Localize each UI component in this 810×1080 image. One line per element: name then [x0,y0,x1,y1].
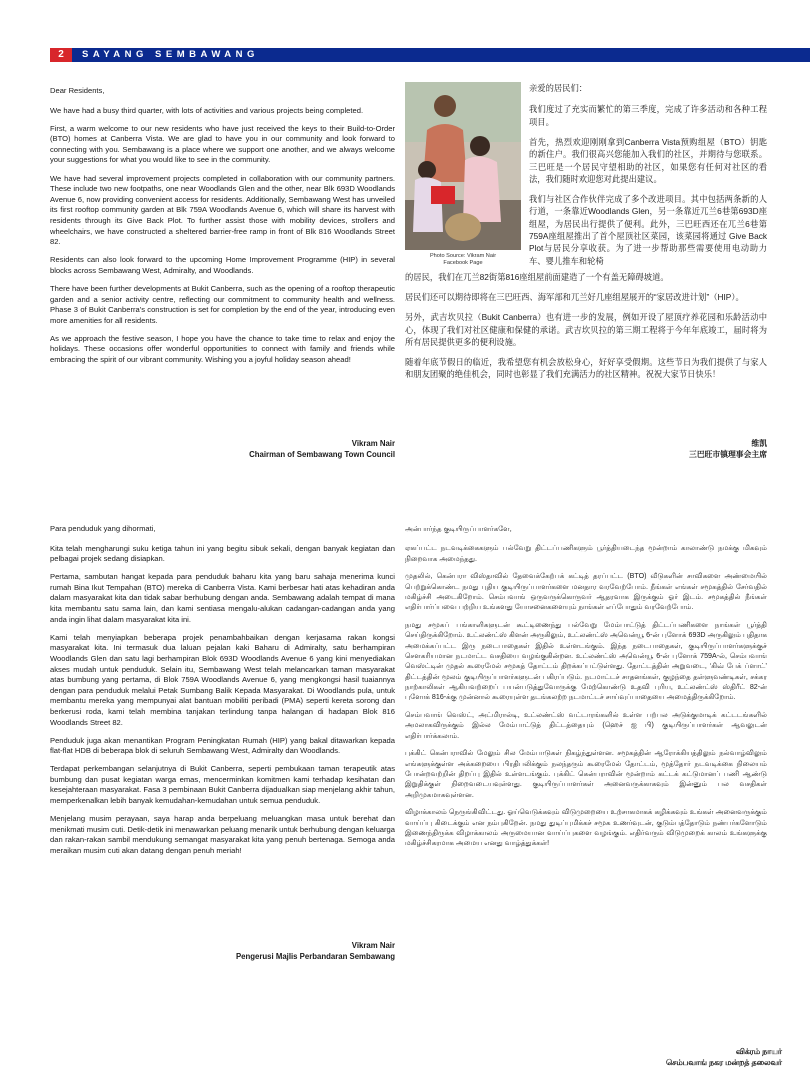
malay-paragraph: Menjelang musim perayaan, saya harap anda berpeluang meluangkan masa untuk berehat dan menikmati musim cuti. Detik-detik ini menawarkan peluang menarik untuk berhubung dengan keluarga dan rakan-rakan sambil mendukung semangat masyarakat kita yang penuh bertenaga. Semoga anda meraikan musim cuti akan datang dengan penuh meriah! [50,814,395,855]
english-paragraph: As we approach the festive season, I hope you have the chance to take time to relax and enjoy the holidays. These occasions offer wonderful opportunities to connect with family and friends while embracing the spirit of our vibrant community. Wishing you a joyful holiday season ahead! [50,333,395,364]
chinese-paragraph: 我们度过了充实而繁忙的第三季度，完成了许多活动和各种工程项目。 [529,104,767,127]
english-signature-name: Vikram Nair [351,439,395,448]
english-paragraph: We have had a busy third quarter, with lots of activities and various projects being completed. [50,105,364,115]
masthead-title: SAYANG SEMBAWANG [82,49,259,60]
photo-caption [405,253,521,267]
chinese-paragraph: 首先，热烈欢迎刚刚拿到Canberra Vista预购组屋（BTO）钥匙的新住户。我们很高兴您能加入我们的社区，并期待与您联系。三巴旺是一个居民守望相助的社区，如果您有任何对社区的看法，我们随时欢迎您对此提出建议。 [529,136,767,184]
tamil-signature-name: விக்ரம் நாயர் [735,1047,782,1056]
english-paragraph: First, a warm welcome to our new residents who have just received the keys to their Build-to-Order (BTO) homes at Canberra Vista. We are glad to have you in our community and look forward to connecting with you. Sembawang is a place where we support one another, and we always welcome your suggestions for what you would like to see in the community. [50,123,395,165]
masthead-bar [50,48,810,62]
english-signature-title: Chairman of Sembawang Town Council [249,450,395,459]
chinese-signature [560,438,767,460]
chinese-signature-name: 维凯 [751,439,767,448]
malay-greeting: Para penduduk yang dihormati, [50,524,156,533]
tamil-signature-title: செம்பவாங் நகர மன்றத் தலைவர் [665,1058,782,1067]
chinese-paragraph: 随着年底节假日的临近，我希望您有机会放松身心，好好享受假期。这些节日为我们提供了与家人和朋友团聚的绝佳机会，同时也彰显了我们充满活力的社区精神。祝祝大家节日快乐！ [405,356,767,380]
malay-signature [150,940,395,962]
english-signature [150,438,395,460]
tamil-paragraph: புக்கிட் கென்பராவில் மேலும் சில மேம்பாடுகள் நிகழ்ந்துள்ளன. சமூகத்தின் ஆரோக்கியத்திலும் நல்வாழ்விலும் எங்களுக்குள்ள அக்கறையை பிரதிபலிக்கும் நலந்தரும் கூரைமேல் தோட்டம், மூத்தோர் நடவடிக்கை நிலையம் போன்றவற்றின் திறப்பு இதில் உள்ளடங்கும். புக்கிட் கென்பராவின் மூன்றாம் கட்டக் கட்டுமானப் பணி ஆண்டு இறுதிக்குள் நிறைவடையவுள்ளது. குடியிருப்பாளர்கள் அனைவருக்காகவும் இன்னும் பல வசதிகள் அறிமுகமாகவுள்ளன. [405,749,767,799]
tamil-paragraph: செம்பவாங் வெஸ்ட், அட்மிரால்டி, உட்லண்ட்ஸ் வட்டாரங்களில் உள்ள பற்பல அடுக்குமாடிக் கட்டடங்களில் அமலாகவிருக்கும் இல்ல மேம்பாட்டுத் திட்டத்தையும் (ஹெச் ஐ பி) குடியிருப்பாளர்கள் ஆவலுடன் எதிர்பார்க்கலாம். [405,710,767,740]
malay-paragraph: Pertama, sambutan hangat kepada para penduduk baharu kita yang baru sahaja menerima kunci rumah Bina Ikut Tempahan (BTO) mereka di Canberra Vista. Kami berbesar hati atas kehadiran anda dalam masyarakat kita dan tidak sabar berhubung dengan anda. Sembawang adalah tempat di mana kita membantu satu sama lain, dan kami sentiasa mengalu-alukan cadangan-cadangan anda yang anda ingin lihat dalam masyarakat kita ini. [50,572,395,624]
tamil-paragraph: விழாக்காலம் நெருங்கிவிட்டது. ஓய்வெடுக்கவும் விடுமுறையை உற்சாகமாகக் கழிக்கவும் உங்கள் அனைவருக்கும் வாய்ப்பு கிடைக்கும் என நம்புகிறேன். நமது துடிப்புமிக்கச் சமூக உணர்வுடன், குடும்பத்தோடும் நண்பர்களோடும் இணைந்திருக்க விழாக்காலம் அருமையான வாய்ப்புகளை வழங்கும். எதிர்வரும் விடுமுறைக் காலம் உங்களுக்கு மகிழ்ச்சிகரமாக அமைய எனது வாழ்த்துக்கள்! [405,808,767,848]
tamil-signature [560,1046,782,1068]
english-paragraph: Residents can also look forward to the upcoming Home Improvement Programme (HIP) in several blocks across Sembawang West, Admiralty, and Woodlands. [50,255,395,275]
chinese-paragraph-continued: 的居民，我们在兀兰82街第816座组屋前面建造了一个有盖无障碍坡道。 [405,272,669,283]
chinese-letter [405,82,767,388]
malay-paragraph: Kami telah menyiapkan beberapa projek penambahbaikan dengan kerjasama rakan kongsi masyarakat kita. Ini termasuk dua laluan pejalan kaki Baharu di Admiralty, satu berhampiran Woodlands Glen dan satu lagi berhampiran Blok 693D Woodlands Avenue 6 yang kini menyediakan akses mudah untuk penduduk. Selain itu, Sembawang West telah melancarkan taman masyarakat atas bumbung yang pertama, di Blok 759A Woodlands Avenue 6, yang mengkongsi hasil tuaiannya dengan para penduduk melalui Petak Sumbang Balik Kepada Masyarakat. Di Woodlands pula, untuk membantu mereka yang mempunyai alat bantuan mobiliti peribadi (PMA) seperti kereta sorong dan berkerusi roda, kami telah membina tanjakan terlindung tanpa halangan di hadapan Blok 816 Woodlands Street 82. [50,632,395,727]
page-number: 2 [50,48,72,62]
tamil-greeting: அன்பார்ந்த குடியிருப்பாளர்களே, [405,525,512,533]
photo-caption-line: Photo Source: Vikram Nair [429,253,497,259]
tamil-letter [405,524,767,856]
tamil-paragraph: ஏகப்பட்ட நடவடிக்கைகளும் பல்வேறு திட்டப்பணிகளும் பூர்த்தியடைந்த மூன்றாம் காலாண்டு நமக்கு மிகவும் நிறைவாக அமைந்தது. [405,544,767,563]
malay-paragraph: Penduduk juga akan menantikan Program Peningkatan Rumah (HIP) yang bakal ditawarkan kepada flat-flat HDB di beberapa blok di seluruh Sembawang West, Admiralty dan Woodlands. [50,735,395,756]
chinese-paragraph: 另外，武吉坎贝拉（Bukit Canberra）也有进一步的发展，例如开设了屋顶疗养花园和乐龄活动中心，体现了我们对社区健康和保健的承诺。武吉坎贝拉的第三期工程将于今年年底竣工，届时将为所有居民提供更多的便利设施。 [405,312,767,348]
malay-paragraph: Kita telah mengharungi suku ketiga tahun ini yang begitu sibuk sekali, dengan banyak kegiatan dan pelbagai projek sedang disiapkan. [50,543,395,564]
english-paragraph: There have been further developments at Bukit Canberra, such as the opening of a rooftop therapeutic garden and a senior activity centre, reflecting our commitment to community health and wellness. Phase 3 of Bukit Canberra's construction is set for completion by the end of the year, introducing even more amenities for all residents. [50,283,395,325]
tamil-paragraph: நமது சமூகப் பங்காளிகளுடன் கூட்டிணைந்து பல்வேறு மேம்பாட்டுத் திட்டப்பணிகளை நாங்கள் பூர்த்தி செய்திருக்கிறோம். உட்லண்ட்ஸ் கிளன் அருகிலும், உட்லண்ட்ஸ் அவென்யூ 6-ன் புளோக் 693D அருகிலும் புதிதாக அமைக்கப்பட்ட இரு நடைபாதைகள் இதில் உள்ளடங்கும். இந்த நடைபாதைகள், குடியிருப்பாளர்களுக்குச் சௌகரியமான நடமாட்ட வசதியை வழங்குகின்றன. உட்லண்ட்ஸ் அவென்யூ 6-ன் புளோக் 759A-ல், செம்பவாங் வெஸ்ட்டின் முதல் கூரைமேல் சமூகத் தோட்டம் திறக்கப்பட்டுள்ளது. தோட்டத்தின் அறுவடை, ‘கிவ் பேக் ப்ளாட்’ திட்டத்தின் மூலம் குடியிருப்பாளர்களுடன் பகிரப்படும். நடமாட்டச் சாதனங்கள், குழந்தை தள்ளுவண்டிகள், சக்கர நாற்காலிகள் ஆகியவற்றைப் பயன்படுத்துவோருக்கு மேற்கொண்டு உதவி புரிய, உட்லண்ட்ஸ் ஸ்திரீட் 82-ன் புளோக் 816-க்கு முன்னால் கூரையுள்ள தடங்கலற்ற நடமாட்டச் சாய்வுப்பாதையை அமைத்திருக்கிறோம். [405,621,767,702]
chinese-paragraph: 居民们还可以期待即将在三巴旺西、海军部和兀兰好几座组屋展开的“家居改进计划”（HIP）。 [405,292,744,303]
malay-signature-title: Pengerusi Majlis Perbandaran Sembawang [235,952,395,961]
tamil-paragraph: முதலில், கென்பரா விஸ்தாவில் தேவைக்கேற்பக் கட்டித் தரப்பட்ட (BTO) வீடுகளின் சாவிகளை அண்மையில் பெற்றுக்கொண்ட நமது புதிய குடியிருப்பாளர்களை மனதார வரவேற்போம். நீங்கள் எங்கள் சமூகத்தில் சேர்வதில் மகிழ்ச்சி அடைகிறோம். செம்பவாங் ஒருவருக்கொருவர் ஆதரவாக இருக்கும் ஓர் இடம். சமூகத்தில் நீங்கள் எதிர்பார்ப்பவை பற்றிய உங்களது யோசனைகளையும் நாங்கள் எப்போதும் வரவேற்போம். [405,572,767,612]
malay-signature-name: Vikram Nair [351,941,395,950]
photo-figure [405,82,521,267]
chinese-greeting: 亲爱的居民们： [529,83,588,93]
english-paragraph: We have had several improvement projects completed in collaboration with our community partners. These include two new footpaths, one near Woodlands Glen and the other, near Blk 693D Woodlands Avenue 6, now providing convenient access for residents. Additionally, Sembawang West has unveiled its first rooftop community garden at Blk 759A Woodlands Avenue 6, which will share its harvest with residents through its Give Back Plot. To further assist those with mobility devices, strollers and wheelchairs, we have constructed a sheltered barrier-free ramp in front of Blk 816 Woodlands Street 82. [50,173,395,247]
english-greeting: Dear Residents, [50,86,105,95]
chinese-signature-title: 三巴旺市镇理事会主席 [689,450,767,459]
malay-paragraph: Terdapat perkembangan selanjutnya di Bukit Canberra, seperti pembukaan taman terapeutik atas bumbung dan pusat kegiatan warga emas, mencerminkan komitmen kami terhadap kesihatan dan kesejahteraan masyarakat. Fasa 3 pembinaan Bukit Canberra dijadualkan siap menjelang akhir tahun, memperkenalkan lebih banyak kemudahan-kemudahan untuk semua penduduk. [50,764,395,806]
chinese-paragraph: 我们与社区合作伙伴完成了多个改进项目。其中包括两条新的人行道，一条靠近Woodlands Glen，另一条靠近兀兰6巷第693D座组屋，为居民出行提供了便利。此外，三巴旺西还在兀兰6巷第759A座组屋推出了首个屋顶社区菜园，该菜园将通过 Give Back Plot与居民分享收获。为了进一步帮助那些需要使用电动助力车、婴儿推车和轮椅 [529,193,767,266]
photo-caption-line: Facebook Page [443,260,483,267]
malay-letter [50,524,395,864]
residents-photo [405,82,521,250]
english-letter [50,86,395,373]
